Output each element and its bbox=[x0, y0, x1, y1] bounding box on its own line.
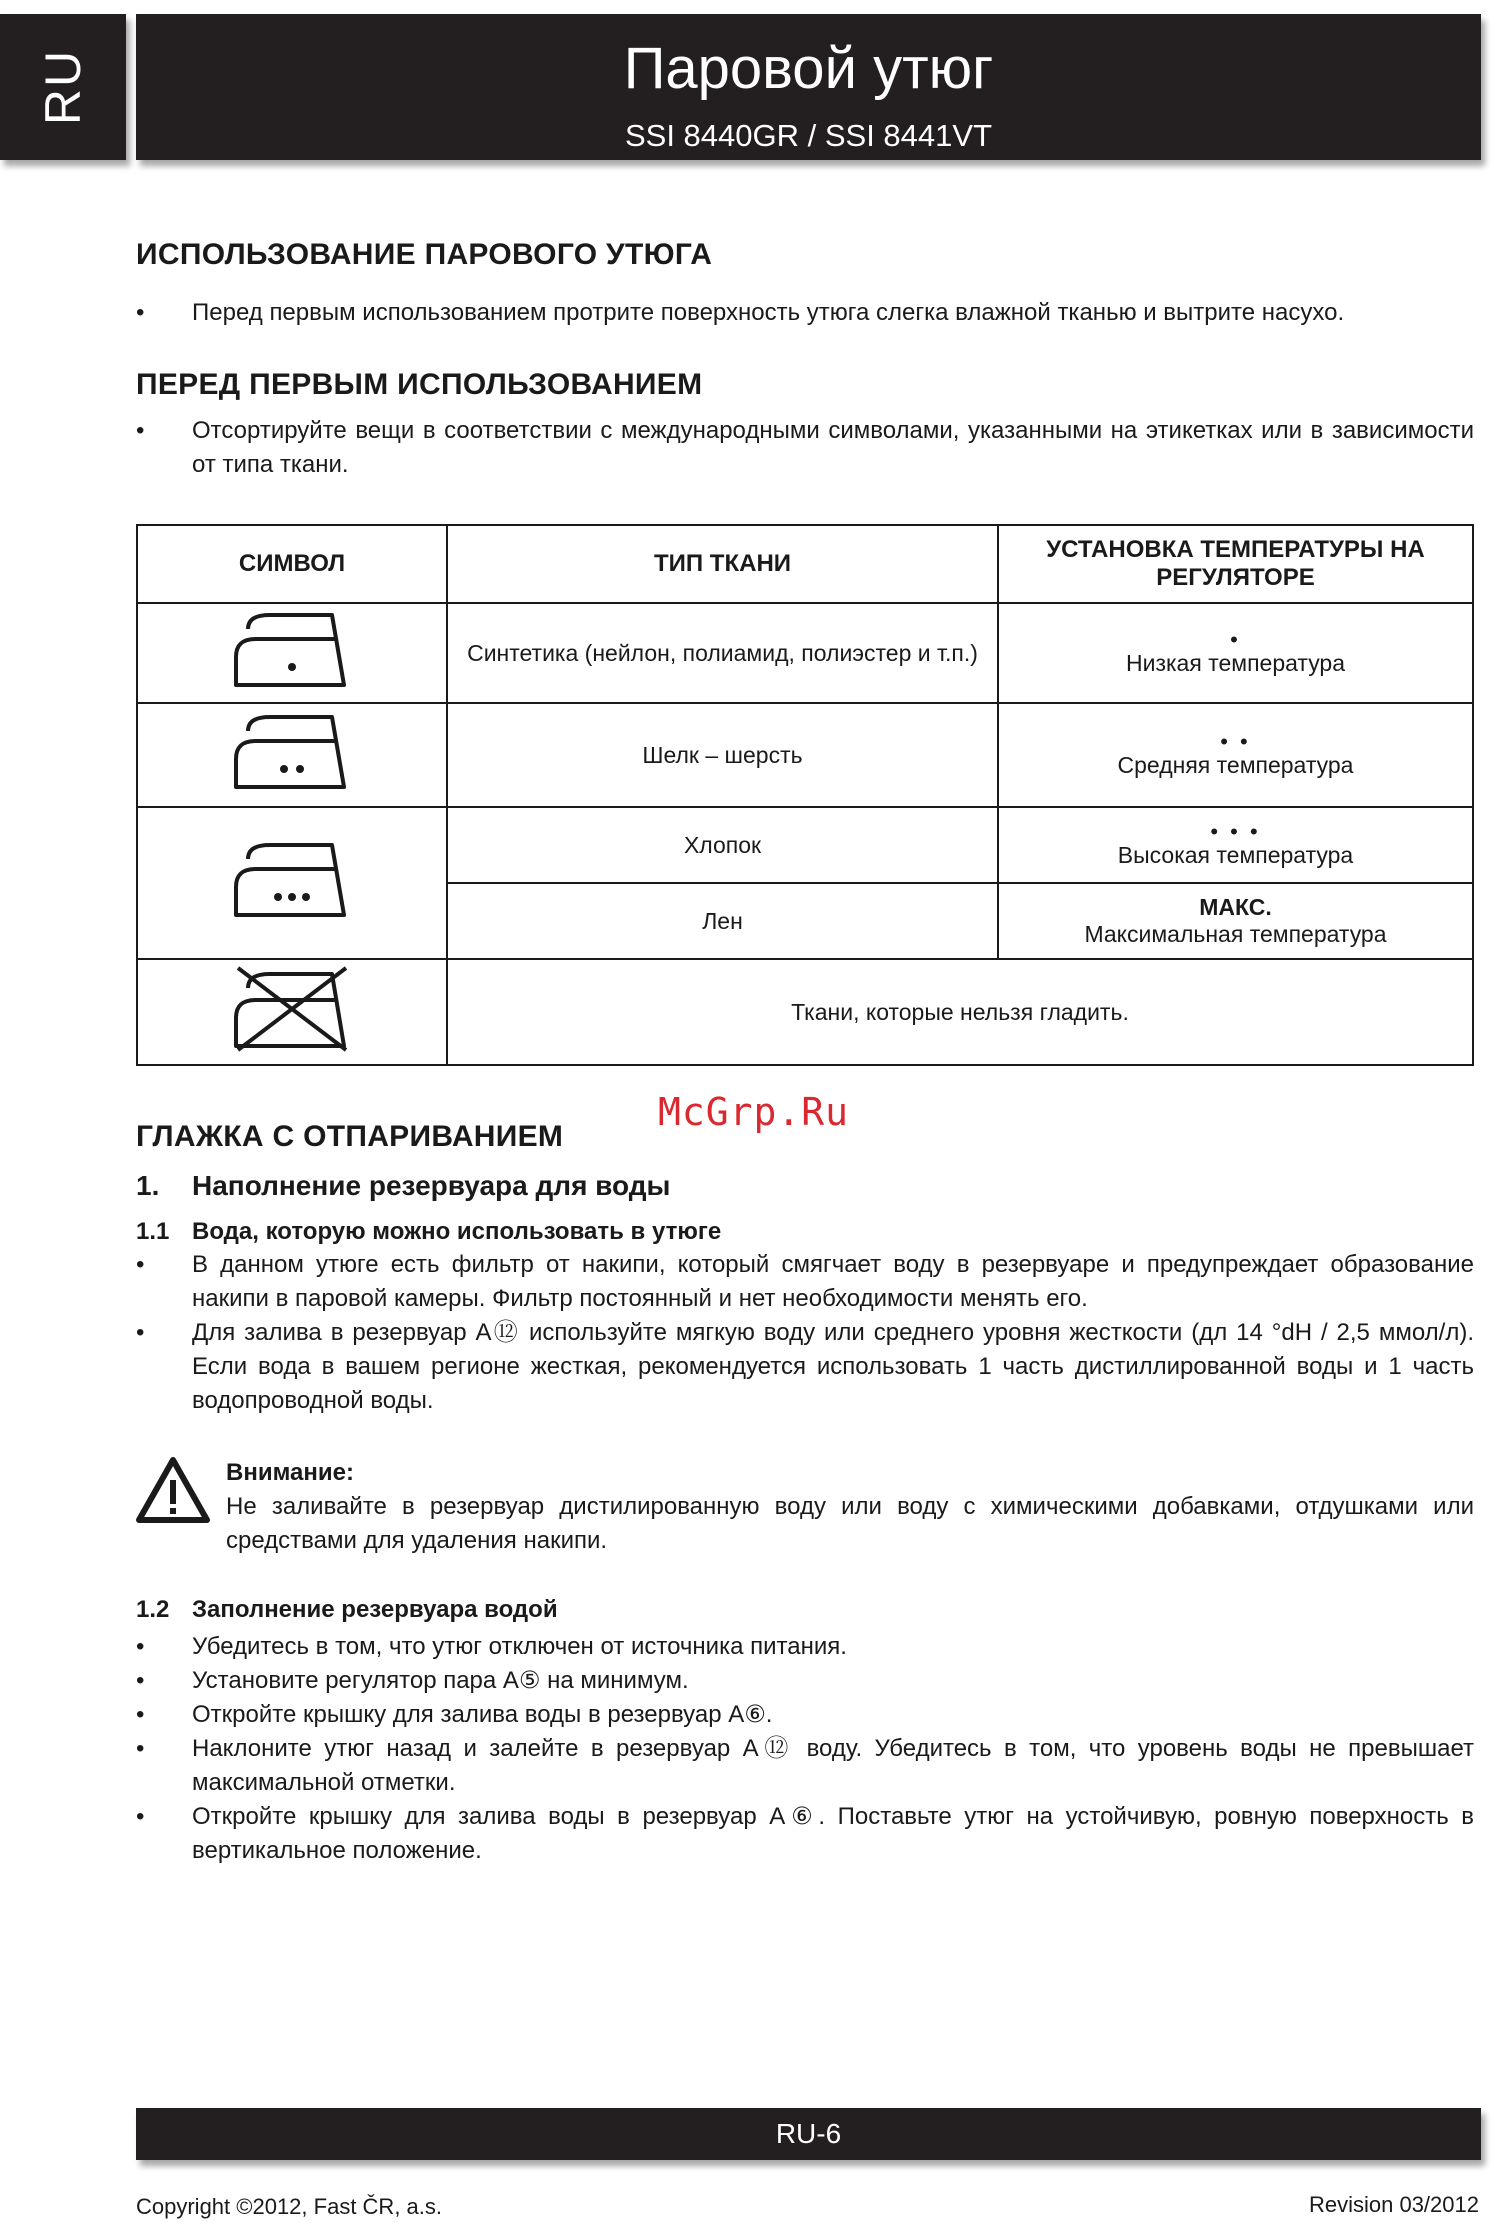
page-number-bar bbox=[136, 2108, 1481, 2160]
fabric-cell: Хлопок bbox=[447, 807, 998, 883]
title-bar bbox=[136, 14, 1481, 160]
fabric-cell: Синтетика (нейлон, полиамид, полиэстер и т.п.) bbox=[447, 603, 998, 703]
ironing-symbol-table bbox=[136, 524, 1474, 1066]
list-item: • Откройте крышку для залива воды в резервуар A⑥. Поставьте утюг на устойчивую, ровную поверхность в вертикальное положение. bbox=[136, 1803, 1474, 1864]
list-item: • Перед первым использованием протрите поверхность утюга слегка влажной тканью и вытрите насухо. bbox=[136, 299, 1345, 326]
temperature-cell: • Низкая температура bbox=[998, 603, 1473, 703]
page-title: Паровой утюг bbox=[623, 36, 994, 101]
temperature-cell: • • • Высокая температура bbox=[998, 807, 1473, 883]
section-title-usage: ИСПОЛЬЗОВАНИЕ ПАРОВОГО УТЮГА bbox=[136, 238, 713, 271]
list-item: • Наклоните утюг назад и залейте в резервуар A⑫ воду. Убедитесь в том, что уровень воды не превышает максимальной отметки. bbox=[136, 1735, 1474, 1796]
fabric-cell: Лен bbox=[447, 883, 998, 959]
list-item: • Отсортируйте вещи в соответствии с международными символами, указанными на этикетках или в зависимости от типа ткани. bbox=[136, 417, 1474, 478]
header-symbol: СИМВОЛ bbox=[137, 525, 447, 603]
warning-icon bbox=[136, 1456, 210, 1529]
section-title-before-first-use: ПЕРЕД ПЕРВЫМ ИСПОЛЬЗОВАНИЕМ bbox=[136, 368, 703, 401]
temperature-cell: • • Средняя температура bbox=[998, 703, 1473, 807]
list-item: • В данном утюге есть фильтр от накипи, который смягчает воду в резервуаре и предупреждает образование накипи в паровой камеры. Фильтр постоянный и нет необходимости менять его. bbox=[136, 1251, 1474, 1312]
iron-three-dots-icon bbox=[137, 807, 447, 959]
warning-title: Внимание: bbox=[226, 1459, 354, 1486]
iron-two-dots-icon bbox=[137, 703, 447, 807]
table-row bbox=[137, 603, 1473, 703]
fabric-cell: Шелк – шерсть bbox=[447, 703, 998, 807]
section-title-steam-ironing: ГЛАЖКА С ОТПАРИВАНИЕМ bbox=[136, 1120, 564, 1153]
table-row bbox=[137, 703, 1473, 807]
watermark: McGrp.Ru bbox=[658, 1090, 850, 1134]
warning-text: Не заливайте в резервуар дистилированную воду или воду с химическими добавками, отдушками или средствами для удаления накипи. bbox=[226, 1493, 1474, 1554]
temperature-cell: МАКС. Максимальная температура bbox=[998, 883, 1473, 959]
list-item: • Для залива в резервуар A⑫ используйте мягкую воду или среднего уровня жесткости (дл 14 °dH / 2,5 ммол/л). Если вода в вашем регионе жесткая, рекомендуется использовать 1 часть дистиллированной воды и 1 часть водопроводной воды. bbox=[136, 1319, 1474, 1414]
language-label: RU bbox=[35, 48, 91, 126]
copyright: Copyright ©2012, Fast ČR, a.s. bbox=[136, 2194, 443, 2219]
table-header-row bbox=[137, 525, 1473, 603]
language-tab bbox=[0, 14, 126, 160]
revision: Revision 03/2012 bbox=[1308, 2192, 1479, 2217]
table-row bbox=[137, 807, 1473, 883]
header-fabric: ТИП ТКАНИ bbox=[447, 525, 998, 603]
model-subtitle: SSI 8440GR / SSI 8441VT bbox=[624, 118, 993, 153]
iron-one-dot-icon bbox=[137, 603, 447, 703]
table-row bbox=[137, 959, 1473, 1065]
warning-block bbox=[226, 1456, 1474, 1558]
no-iron-cell: Ткани, которые нельзя гладить. bbox=[447, 959, 1473, 1065]
page-number: RU-6 bbox=[775, 2118, 842, 2149]
list-item: • Откройте крышку для залива воды в резервуар A⑥. bbox=[136, 1701, 773, 1728]
header-temperature: УСТАНОВКА ТЕМПЕРАТУРЫ НА РЕГУЛЯТОРЕ bbox=[998, 525, 1473, 603]
do-not-iron-icon bbox=[137, 959, 447, 1065]
list-item: • Убедитесь в том, что утюг отключен от источника питания. bbox=[136, 1633, 847, 1660]
list-item: • Установите регулятор пара A⑤ на минимум. bbox=[136, 1667, 689, 1694]
